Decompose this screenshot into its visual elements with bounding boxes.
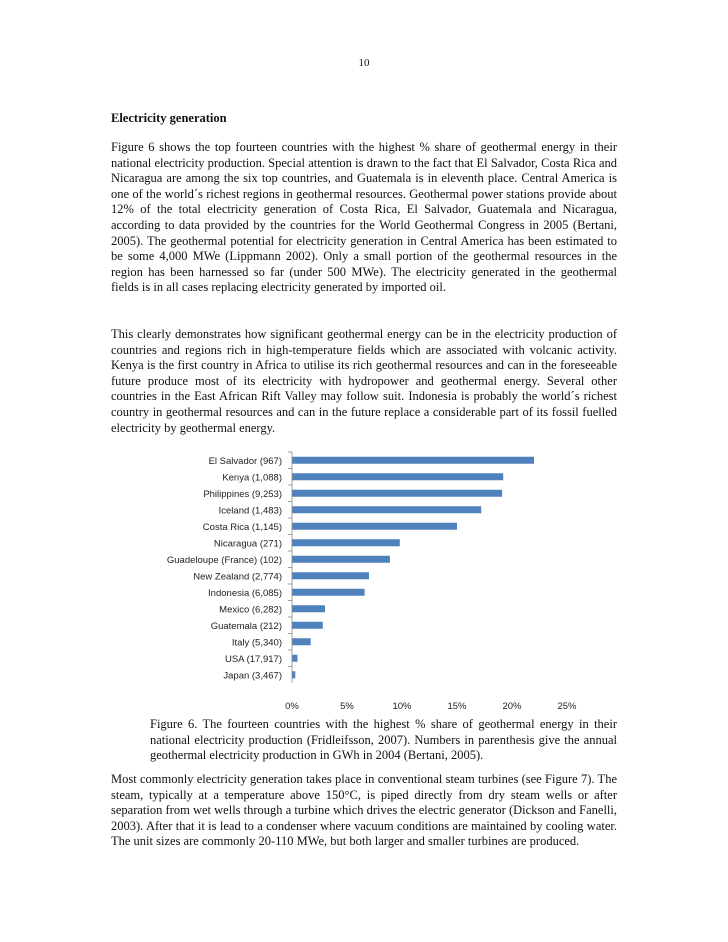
x-tick-label: 0% (285, 701, 299, 710)
category-label: Indonesia (6,085) (208, 587, 282, 599)
bar (292, 490, 502, 497)
geothermal-share-bar-chart (110, 448, 590, 710)
section-heading: Electricity generation (111, 111, 227, 125)
bar (292, 473, 503, 480)
category-label: Costa Rica (1,145) (202, 521, 282, 533)
category-label: El Salvador (967) (208, 455, 282, 467)
category-label: USA (17,917) (224, 653, 282, 665)
page-number: 10 (358, 57, 370, 69)
category-label: Iceland (1,483) (218, 505, 282, 517)
category-label: Nicaragua (271) (213, 538, 282, 550)
bar (292, 457, 534, 464)
category-label: New Zealand (2,774) (193, 571, 282, 583)
x-tick-label: 5% (340, 701, 354, 710)
bar (292, 622, 323, 629)
category-labels (167, 456, 282, 682)
figure-caption: Figure 6. The fourteen countries with the highest % share of geothermal energy in their national electricity production (Fridleifsson, 2007). Numbers in parenthesis give the annual geothermal electricity production in GWh in 2004 (Bertani, 2005). (150, 717, 617, 763)
x-tick-label: 15% (447, 701, 467, 710)
category-label: Guadeloupe (France) (102) (166, 554, 282, 566)
category-label: Guatemala (212) (210, 620, 282, 632)
paragraph-3: Most commonly electricity generation takes place in conventional steam turbines (see Figure 7). The steam, typically at a temperature above 150°C, is piped directly from dry steam wells or after separation from wet wells through a turbine which drives the electric generator (Dickson and Fanelli, 2003). After that it is lead to a condenser where vacuum conditions are maintained by cooling water. The unit sizes are commonly 20-110 MWe, but both larger and smaller turbines are produced. (111, 772, 617, 849)
category-label: Italy (5,340) (231, 637, 282, 649)
bars (292, 457, 534, 679)
x-tick-label: 25% (557, 701, 577, 710)
bar (292, 523, 457, 530)
bar (292, 589, 365, 596)
axes (288, 452, 292, 683)
category-label: Japan (3,467) (223, 670, 282, 682)
paragraph-1: Figure 6 shows the top fourteen countries with the highest % share of geothermal energy in their national electricity production. Special attention is drawn to the fact that El Salvador, Costa Rica and Nicaragua are among the six top countries, and Guatemala is in eleventh place. Central America is one of the world´s richest regions in geothermal resources. Geothermal power stations provide about 12% of the total electricity generation of Costa Rica, El Salvador, Guatemala and Nicaragua, according to data provided by the countries for the World Geothermal Congress in 2005 (Bertani, 2005). The geothermal potential for electricity generation in Central America has been estimated to be some 4,000 MWe (Lippmann 2002). Only a small portion of the geothermal resources in the region has been harnessed so far (under 500 MWe). The electricity generated in the geothermal fields is in all cases replacing electricity generated by imported oil. (111, 140, 617, 295)
bar (292, 655, 298, 662)
category-label: Philippines (9,253) (203, 488, 282, 500)
paragraph-2: This clearly demonstrates how significant geothermal energy can be in the electricity production of countries and regions rich in high-temperature fields which are associated with volcanic activity. Kenya is the first country in Africa to utilise its rich geothermal resources and can in the foreseeable future produce most of its electricity with hydropower and geothermal energy. Several other countries in the East African Rift Valley may follow suit. Indonesia is probably the world´s richest country in geothermal resources and can in the future replace a considerable part of its fossil fuelled electricity by geothermal energy. (111, 327, 617, 435)
category-label: Kenya (1,088) (222, 472, 282, 484)
x-tick-label: 10% (392, 701, 412, 710)
bar (292, 506, 481, 513)
bar (292, 638, 311, 645)
category-label: Mexico (6,282) (219, 604, 282, 616)
bar (292, 671, 295, 678)
bar (292, 605, 325, 612)
bar (292, 556, 390, 563)
bar (292, 539, 400, 546)
x-tick-labels (285, 701, 577, 710)
x-tick-label: 20% (502, 701, 522, 710)
bar (292, 572, 369, 579)
